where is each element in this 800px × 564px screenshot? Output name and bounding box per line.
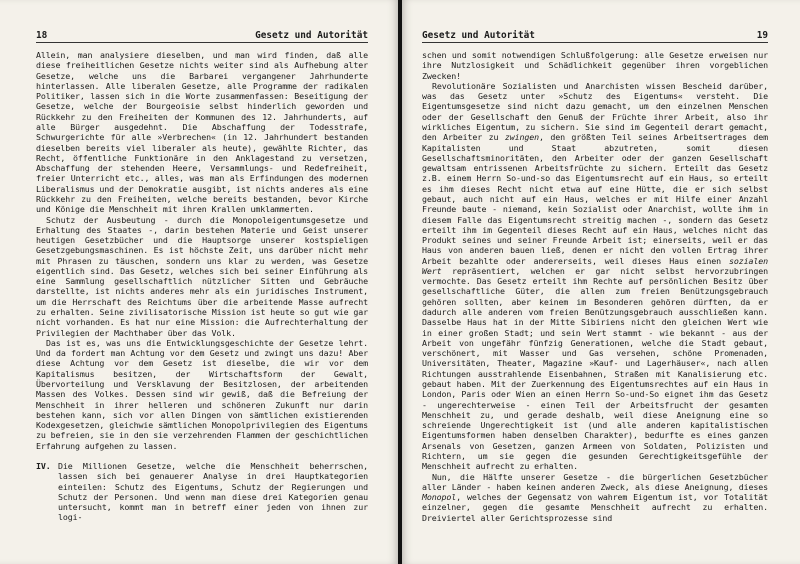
page-number-left: 18 (36, 30, 48, 41)
left-page-body (36, 50, 368, 523)
paragraph-civil-codes (422, 472, 768, 523)
right-page-body (422, 50, 768, 523)
continuation-paragraph: schen und somit notwendigen Schlußfolgerung: alle Gesetze erweisen nur ihre Nutzlosigkeit und Schädlichkeit gegenüber ihren vorgeblichen Zwecken! (422, 50, 768, 81)
section-iv-text: Die Millionen Gesetze, welche die Menschheit beherrschen, lassen sich bei genauerer Analyse in drei Hauptkategorien einteilen: Schutz des Eigentums, Schutz der Regierungen und Schutz der Personen. Und wenn man diese drei Kategorien genau untersucht, kommt man in betreff einer jeden von ihnen zur logi- (58, 460, 368, 523)
text-run: , den größten Teil seines Arbeitsertrages dem Kapitalisten und Staat abzutreten, somit diesen Gesellschaftsminoritäten, den Arbeiter oder der ganzen Gesellschaft gewaltsam entrissenen Arbeitsfrüchte zu sichern. Erteilt das Gesetz z.B. einem Herrn So-und-so das Eigentumsrecht auf ein Haus, so erteilt es ihm dieses Recht nicht etwa auf eine Hütte, die er sich selbst gebaut, auch nicht auf ein Haus, welches er mit Hilfe einer Anzahl Freunde baute - niemand, kein Sozialist oder Anarchist, wollte ihm in diesem Falle das Eigentumsrecht streitig machen -, sondern das Gesetz erteilt ihm im Gegenteil dieses Recht auf ein Haus, welches nicht das Produkt seines und seiner Freunde Arbeit ist; einerseits, weil er das Haus von anderen bauen ließ, denen er nicht den vollen Ertrag ihrer Arbeit bezahlte oder andererseits, weil dieses Haus einen (422, 132, 768, 266)
text-run: repräsentiert, welchen er gar nicht selbst hervorzubringen vermochte. Das Gesetz erteilt ihm Rechte auf persönlichen Besitz über gesellschaftliche Güter, die allen zum freien Benützungsgebrauch gehören sollten, aber keinem im Besonderen gehören dürften, da er dadurch alle anderen vom freien Benützungsgebrauch ausschließen kann. Dasselbe Haus hat in der Mitte Sibiriens nicht den gleichen Wert wie in einer großen Stadt; und sein Wert stammt - wie bekannt - aus der Arbeit von ungefähr fünfzig Generationen, welche die Stadt gebaut, verschönert, mit Wasser und Gas versehen, schöne Promenaden, Universitäten, Theater, Magazine »Kauf- und Lagerhäuser«, nach allen Richtungen ausstrahlende Eisenbahnen, Straßen mit Kanalisierung etc. gebaut haben. Mit der Zuerkennung des Eigentumsrechtes auf ein Haus in London, Paris oder Wien an einen Herrn So-und-So eignet ihm das Gesetz - ungerechterweise - einen Teil der Arbeitsfrucht der gesamten Menschheit zu, und gerade deshalb, weil diese Aneignung eine so schreiende Ungerechtigkeit ist (und alle anderen kapitalistischen Eigentumsformen haben denselben Charakter), bedurfte es eines ganzen Arsenals von Gesetzen, ganzen Armeen von Soldaten, Polizisten und Richtern, um sie gegen die gesunden Gerechtigkeitsgefühle der Menschheit aufrecht zu erhalten. (422, 265, 768, 472)
right-page (402, 0, 800, 564)
right-page-header (422, 30, 768, 43)
text-run: Nun, die Hälfte unserer Gesetze - die bürgerlichen Gesetzbücher aller Länder - haben keinen anderen Zweck, als diese Aneignung, dieses (422, 471, 768, 492)
left-page-header (36, 30, 368, 43)
paragraph-3: Das ist es, was uns die Entwicklungsgeschichte der Gesetze lehrt. Und da fordert man Achtung vor dem Gesetz und zwingt uns dazu! Aber diese Achtung vor dem Gesetz ist dieselbe, die wir vor dem Kapitalismus besitzen, der Wirtschaftsform der Gewalt, Übervorteilung und Versklavung der Besitzlosen, der arbeitenden Massen des Volkes. Dessen sind wir gewiß, daß die Befreiung der Menschheit in ihrer helleren und schöneren Zukunft nur darin bestehen kann, sich vor allen Dingen von sämtlichen existierenden Kodexgesetzen, gleichwie sämtlichen Monopolprivilegien des Eigentums zu befreien, sie in den sie verzehrenden Flammen der geschichtlichen Erfahrung aufgehen zu lassen. (36, 337, 368, 451)
paragraph-2: Schutz der Ausbeutung - durch die Monopoleigentumsgesetze und Erhaltung des Staates -, darin bestehen Materie und Geist unserer heutigen Gesetzbücher und die Hauptsorge unserer kostspieligen Gesetzgebungsmaschinen. Es ist höchste Zeit, uns darüber nicht mehr mit Phrasen zu täuschen, sondern uns klar zu werden, was Gesetze eigentlich sind. Das Gesetz, welches sich bei seiner Einführung als eine Sammlung gesellschaftlich nützlicher Sitten und Gebräuche darstellte, ist nichts anderes mehr als ein juridisches Instrument, um die Herrschaft des Reichtums über die arbeitende Masse aufrecht zu erhalten. Seine zivilisatorische Mission ist heute so gut wie gar nicht vorhanden. Es hat nur eine Mission: die Aufrechterhaltung der Privilegien der Machthaber über das Volk. (36, 214, 368, 338)
paragraph-1: Allein, man analysiere dieselben, und man wird finden, daß alle diese freiheitlichen Gesetze nichts weiter sind als Aufhebung alter Gesetze, welche uns die Barbarei vergangener Jahrhunderte hinterlassen. Alle liberalen Gesetze, alle Programme der radikalen Politiker, lassen sich in die Worte zusammenfassen: Beseitigung der Gesetze, welche der Bourgeoisie selbst hinderlich geworden und Rückkehr zu den Freiheiten der Kommunen des 12. Jahrhunderts, auf alle Bürger ausgedehnt. Die Abschaffung der Todesstrafe, Schwurgerichte für alle »Verbrechen« (in 12. Jahrhundert bestanden dieselben bereits viel liberaler als heute), gewählte Richter, das Recht, öffentliche Funktionäre in den Anklagestand zu versetzen, Abschaffung der stehenden Heere, Versammlungs- und Redefreiheit, freier Unterricht etc., alles, was man als Erfindungen des modernen Liberalismus und der Demokratie ausgibt, ist nichts anderes als eine Rückkehr zu den Freiheiten, welche bereits bestanden, bevor Kirche und Könige die Menschheit mit ihren Krallen umklammerten. (36, 50, 368, 215)
running-head-right: Gesetz und Autorität (422, 30, 535, 41)
text-run: Revolutionäre Sozialisten und Anarchisten wissen Bescheid darüber, was das Gesetz unter »Schutz des Eigentums« versteht. Die Eigentumsgesetze sind nicht dazu gemacht, um den einzelnen Menschen oder der Gesellschaft den Genuß der Früchte ihrer Arbeit, also ihr wirkliches Eigentum, zu sichern. Sie sind im Gegenteil derart gemacht, den Arbeiter zu (422, 80, 768, 143)
running-head-left: Gesetz und Autorität (255, 30, 368, 41)
paragraph-property-law (422, 81, 768, 472)
emphasis-zwingen: zwingen (504, 132, 539, 143)
emphasis-monopol: Monopol (422, 492, 457, 503)
section-iv (36, 461, 368, 523)
text-run: , welches der Gegensatz von wahrem Eigentum ist, vor Totalität einzelner, gegen die gesamte Menschheit aufrecht zu erhalten. Dreiviertel aller Gerichtsprozesse sind (422, 492, 768, 523)
left-page (0, 0, 398, 564)
emphasis-sozialen-wert: sozialen Wert (422, 255, 768, 276)
section-number: IV. (36, 460, 51, 471)
page-number-right: 19 (756, 30, 768, 41)
